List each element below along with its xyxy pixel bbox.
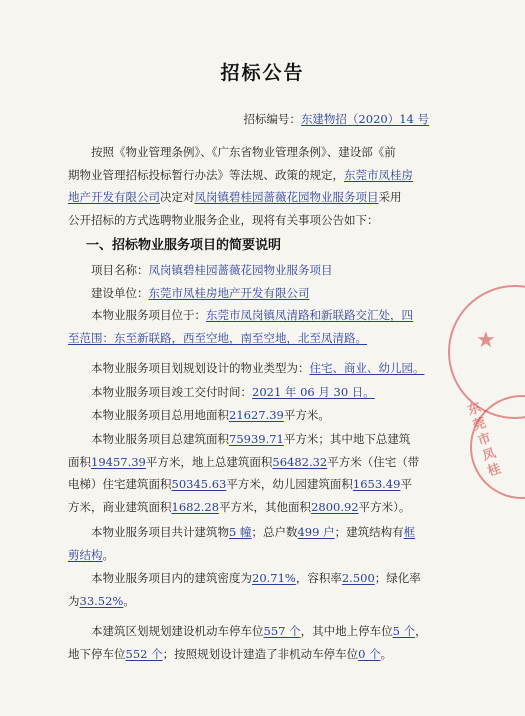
density-paragraph — [68, 567, 432, 612]
area-line-1: 本物业服务项目总建筑面积75939.71平方米；其中地下总建筑 — [91, 432, 411, 446]
area-line-2: 面积19457.39平方米，地上总建筑面积56482.32平方米（住宅（带 — [68, 454, 420, 469]
intro-line-3: 地产开发有限公司决定对凤岗镇碧桂园蔷薇花园物业服务项目采用 — [68, 190, 402, 204]
project-details — [68, 259, 432, 349]
parking-line-1: 本建筑区划规划建设机动车停车位557 个，其中地上停车位5 个， — [91, 624, 427, 638]
project-name-line: 项目名称：凤岗镇碧桂园蔷薇花园物业服务项目 — [91, 263, 333, 277]
intro-line-1: 按照《物业管理条例》、《广东省物业管理条例》、建设部《前 — [91, 145, 396, 159]
intro-line-4: 公开招标的方式选聘物业服务企业，现将有关事项公告如下： — [68, 212, 379, 227]
buildings-line-2: 剪结构。 — [68, 547, 114, 562]
density-line-2: 为33.52%。 — [68, 593, 135, 608]
parking-paragraph — [68, 620, 432, 665]
buildings-paragraph — [68, 521, 432, 566]
document-title: 招标公告 — [220, 62, 305, 84]
seal-star-icon: ★ — [476, 328, 496, 353]
property-types-line: 本物业服务项目划规划设计的物业类型为：住宅、商业、幼儿园。 — [91, 361, 425, 375]
buildings-line-1: 本物业服务项目共计建筑物5 幢；总户数499 户；建筑结构有框 — [91, 525, 416, 539]
area-line-3: 电梯）住宅建筑面积50345.63平方米，幼儿园建筑面积1653.49平 — [68, 477, 412, 491]
intro-paragraph — [68, 141, 432, 231]
reference-number — [243, 111, 429, 127]
building-area-paragraph — [68, 428, 432, 518]
seal-text: 东莞市凤桂 — [466, 400, 503, 480]
land-area-line: 本物业服务项目总用地面积21627.39平方米。 — [91, 408, 330, 422]
section-heading-1: 一、招标物业服务项目的简要说明 — [86, 238, 282, 253]
ref-number: 东建物招（2020）14 号 — [300, 112, 429, 126]
density-line-1: 本物业服务项目内的建筑密度为20.71%，容积率2.500；绿化率 — [91, 571, 421, 585]
intro-line-2: 期物业管理招标投标暂行办法》等法规、政策的规定，东莞市凤桂房 — [68, 167, 413, 182]
ref-label: 招标编号： — [243, 112, 301, 126]
area-line-4: 方米，商业建筑面积1682.28平方米，其他面积2800.92平方米）。 — [68, 499, 411, 514]
location-line-2: 至范围：东至新联路，西至空地，南至空地，北至凤清路。 — [68, 330, 367, 345]
location-line-1: 本物业服务项目位于：东莞市凤岗镇凤清路和新联路交汇处，四 — [91, 308, 413, 322]
parking-line-2: 地下停车位552 个；按照规划设计建造了非机动车停车位0 个。 — [68, 646, 393, 661]
builder-line: 建设单位：东莞市凤桂房地产开发有限公司 — [91, 285, 310, 300]
delivery-line: 本物业服务项目竣工交付时间：2021 年 06 月 30 日。 — [91, 385, 375, 399]
